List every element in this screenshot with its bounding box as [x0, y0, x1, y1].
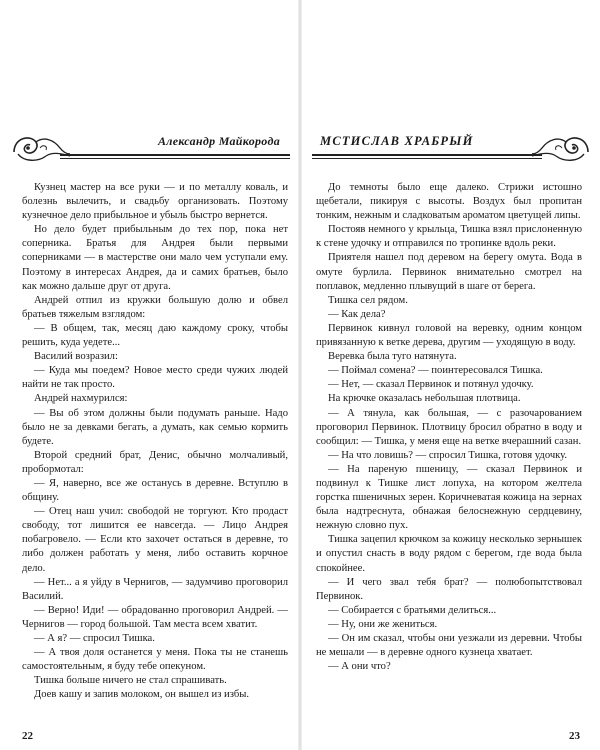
paragraph: — Как дела?	[328, 308, 386, 320]
header-rule-thin	[312, 158, 542, 159]
paragraph: — Отец наш учил: свободой не торгуют. Кто продаст свободу, тот лишится ее навсегда. — Лицо Андрея побагровело. — Если кто захочет остаться в деревне, то либо должен работать у меня, либо оставить корчное дело.	[22, 506, 288, 574]
left-page-header	[0, 128, 298, 172]
paragraph: — Ну, они же жениться.	[328, 618, 438, 630]
paragraph: — И чего звал тебя брат? — полюбопытствовал Первинок.	[316, 576, 582, 602]
paragraph: — Собирается с братьями делиться...	[328, 604, 497, 616]
running-header-title: МСТИСЛАВ ХРАБРЫЙ	[316, 134, 478, 149]
running-header-author: Александр Майкорода	[154, 134, 284, 149]
left-body-text	[22, 181, 288, 702]
paragraph: Но дело будет прибыльным до тех пор, пока нет соперника. Братья для Андрея были первыми соперниками — в мастерстве они мало чем уступали ему. Поэтому в интересах Андрея, да и самих братьев, было как можно дальше друг от друга.	[22, 224, 288, 292]
scroll-ornament-icon	[532, 128, 592, 172]
paragraph: — Я, наверно, все же останусь в деревне. Вступлю в общину.	[22, 477, 288, 504]
left-page	[0, 0, 298, 750]
scroll-ornament-icon	[10, 128, 70, 172]
paragraph: Кузнец мастер на все руки — и по металлу коваль, и болезнь вылечить, и свадьбу организовать. Поэтому кузнечное дело прибыльное и убыль быстро вернется.	[22, 182, 288, 222]
paragraph: Андрей нахмурился:	[34, 393, 128, 405]
page-number-right: 23	[569, 730, 580, 742]
paragraph: Приятеля нашел под деревом на берегу омута. Вода в омуте бурлила. Первинок внимательно смотрел на поплавок, медленно плывущий в шаге от берега.	[316, 252, 582, 292]
paragraph: — В общем, так, месяц даю каждому сроку, чтобы решить, куда уедете...	[22, 322, 288, 349]
paragraph: — А тянула, как большая, — с разочарованием проговорил Первинок. Плотвицу бросил обратно в воду и сообщил: — Тишка, у меня еще на ветке вчерашний сазан.	[316, 407, 582, 447]
paragraph: — Куда мы поедем? Новое место среди чужих людей найти не так просто.	[22, 365, 288, 391]
right-page-header	[302, 128, 600, 172]
header-rule-thin	[60, 158, 290, 159]
paragraph: Второй средний брат, Денис, обычно молчаливый, пробормотал:	[22, 449, 288, 475]
paragraph: — Вы об этом должны были подумать раньше. Надо было не за девками бегать, а думать, как семью кормить будете.	[22, 407, 288, 447]
paragraph: Тишка сел рядом.	[328, 294, 408, 306]
paragraph: — Нет, — сказал Первинок и потянул удочку.	[328, 379, 534, 391]
paragraph: Первинок кивнул головой на веревку, одним концом привязанную к ветке дерева, другим — уходящую в воду.	[316, 322, 582, 349]
paragraph: Василий возразил:	[34, 351, 118, 363]
paragraph: — Он им сказал, чтобы они уезжали из деревни. Чтобы не мешали — в деревне одного кузнеца хватает.	[316, 633, 582, 659]
paragraph: Андрей отпил из кружки большую долю и обвел братьев тяжелым взглядом:	[22, 294, 288, 320]
paragraph: — Поймал сомена? — поинтересовался Тишка.	[328, 365, 543, 377]
paragraph: До темноты было еще далеко. Стрижи истошно щебетали, пикируя с высоты. Воздух был пропитан тонким, нежным и сладковатым ароматом цветущей липы.	[316, 182, 582, 222]
paragraph: — Нет... а я уйду в Чернигов, — задумчиво проговорил Василий.	[22, 576, 288, 602]
paragraph: — Верно! Иди! — обрадованно проговорил Андрей. — Чернигов — город большой. Там места всем хватит.	[22, 604, 288, 630]
paragraph: — А они что?	[328, 661, 391, 673]
paragraph: — А твоя доля останется у меня. Пока ты не станешь самостоятельным, я буду тебе опекуном.	[22, 647, 288, 673]
paragraph: Тишка больше ничего не стал спрашивать.	[34, 675, 227, 687]
paragraph: — А я? — спросил Тишка.	[34, 633, 155, 644]
paragraph: Доев кашу и запив молоком, он вышел из избы.	[34, 689, 250, 701]
paragraph: Тишка зацепил крючком за кожицу несколько зернышек и опустил снасть в воду рядом с берегом, где вода была спокойнее.	[316, 534, 582, 574]
paragraph: Постояв немного у крыльца, Тишка взял прислоненную к стене удочку и отправился по тропинке вдоль реки.	[316, 224, 582, 250]
paragraph: — На что ловишь? — спросил Тишка, готовя удочку.	[328, 449, 568, 461]
header-rule	[60, 154, 290, 156]
right-body-text	[316, 181, 582, 674]
paragraph: На крючке оказалась небольшая плотвица.	[328, 393, 521, 405]
right-page	[302, 0, 600, 750]
page-number-left: 22	[22, 730, 33, 742]
paragraph: Веревка была туго натянута.	[328, 351, 457, 363]
header-rule	[312, 154, 542, 156]
paragraph: — На пареную пшеницу, — сказал Первинок и подвинул к Тишке лист лопуха, на котором желтела горстка пшеничных зерен. Коричневатая кожица на зернах была надтреснута, обнажая белоснежную сердцевину, нежную словно пух.	[316, 463, 582, 532]
